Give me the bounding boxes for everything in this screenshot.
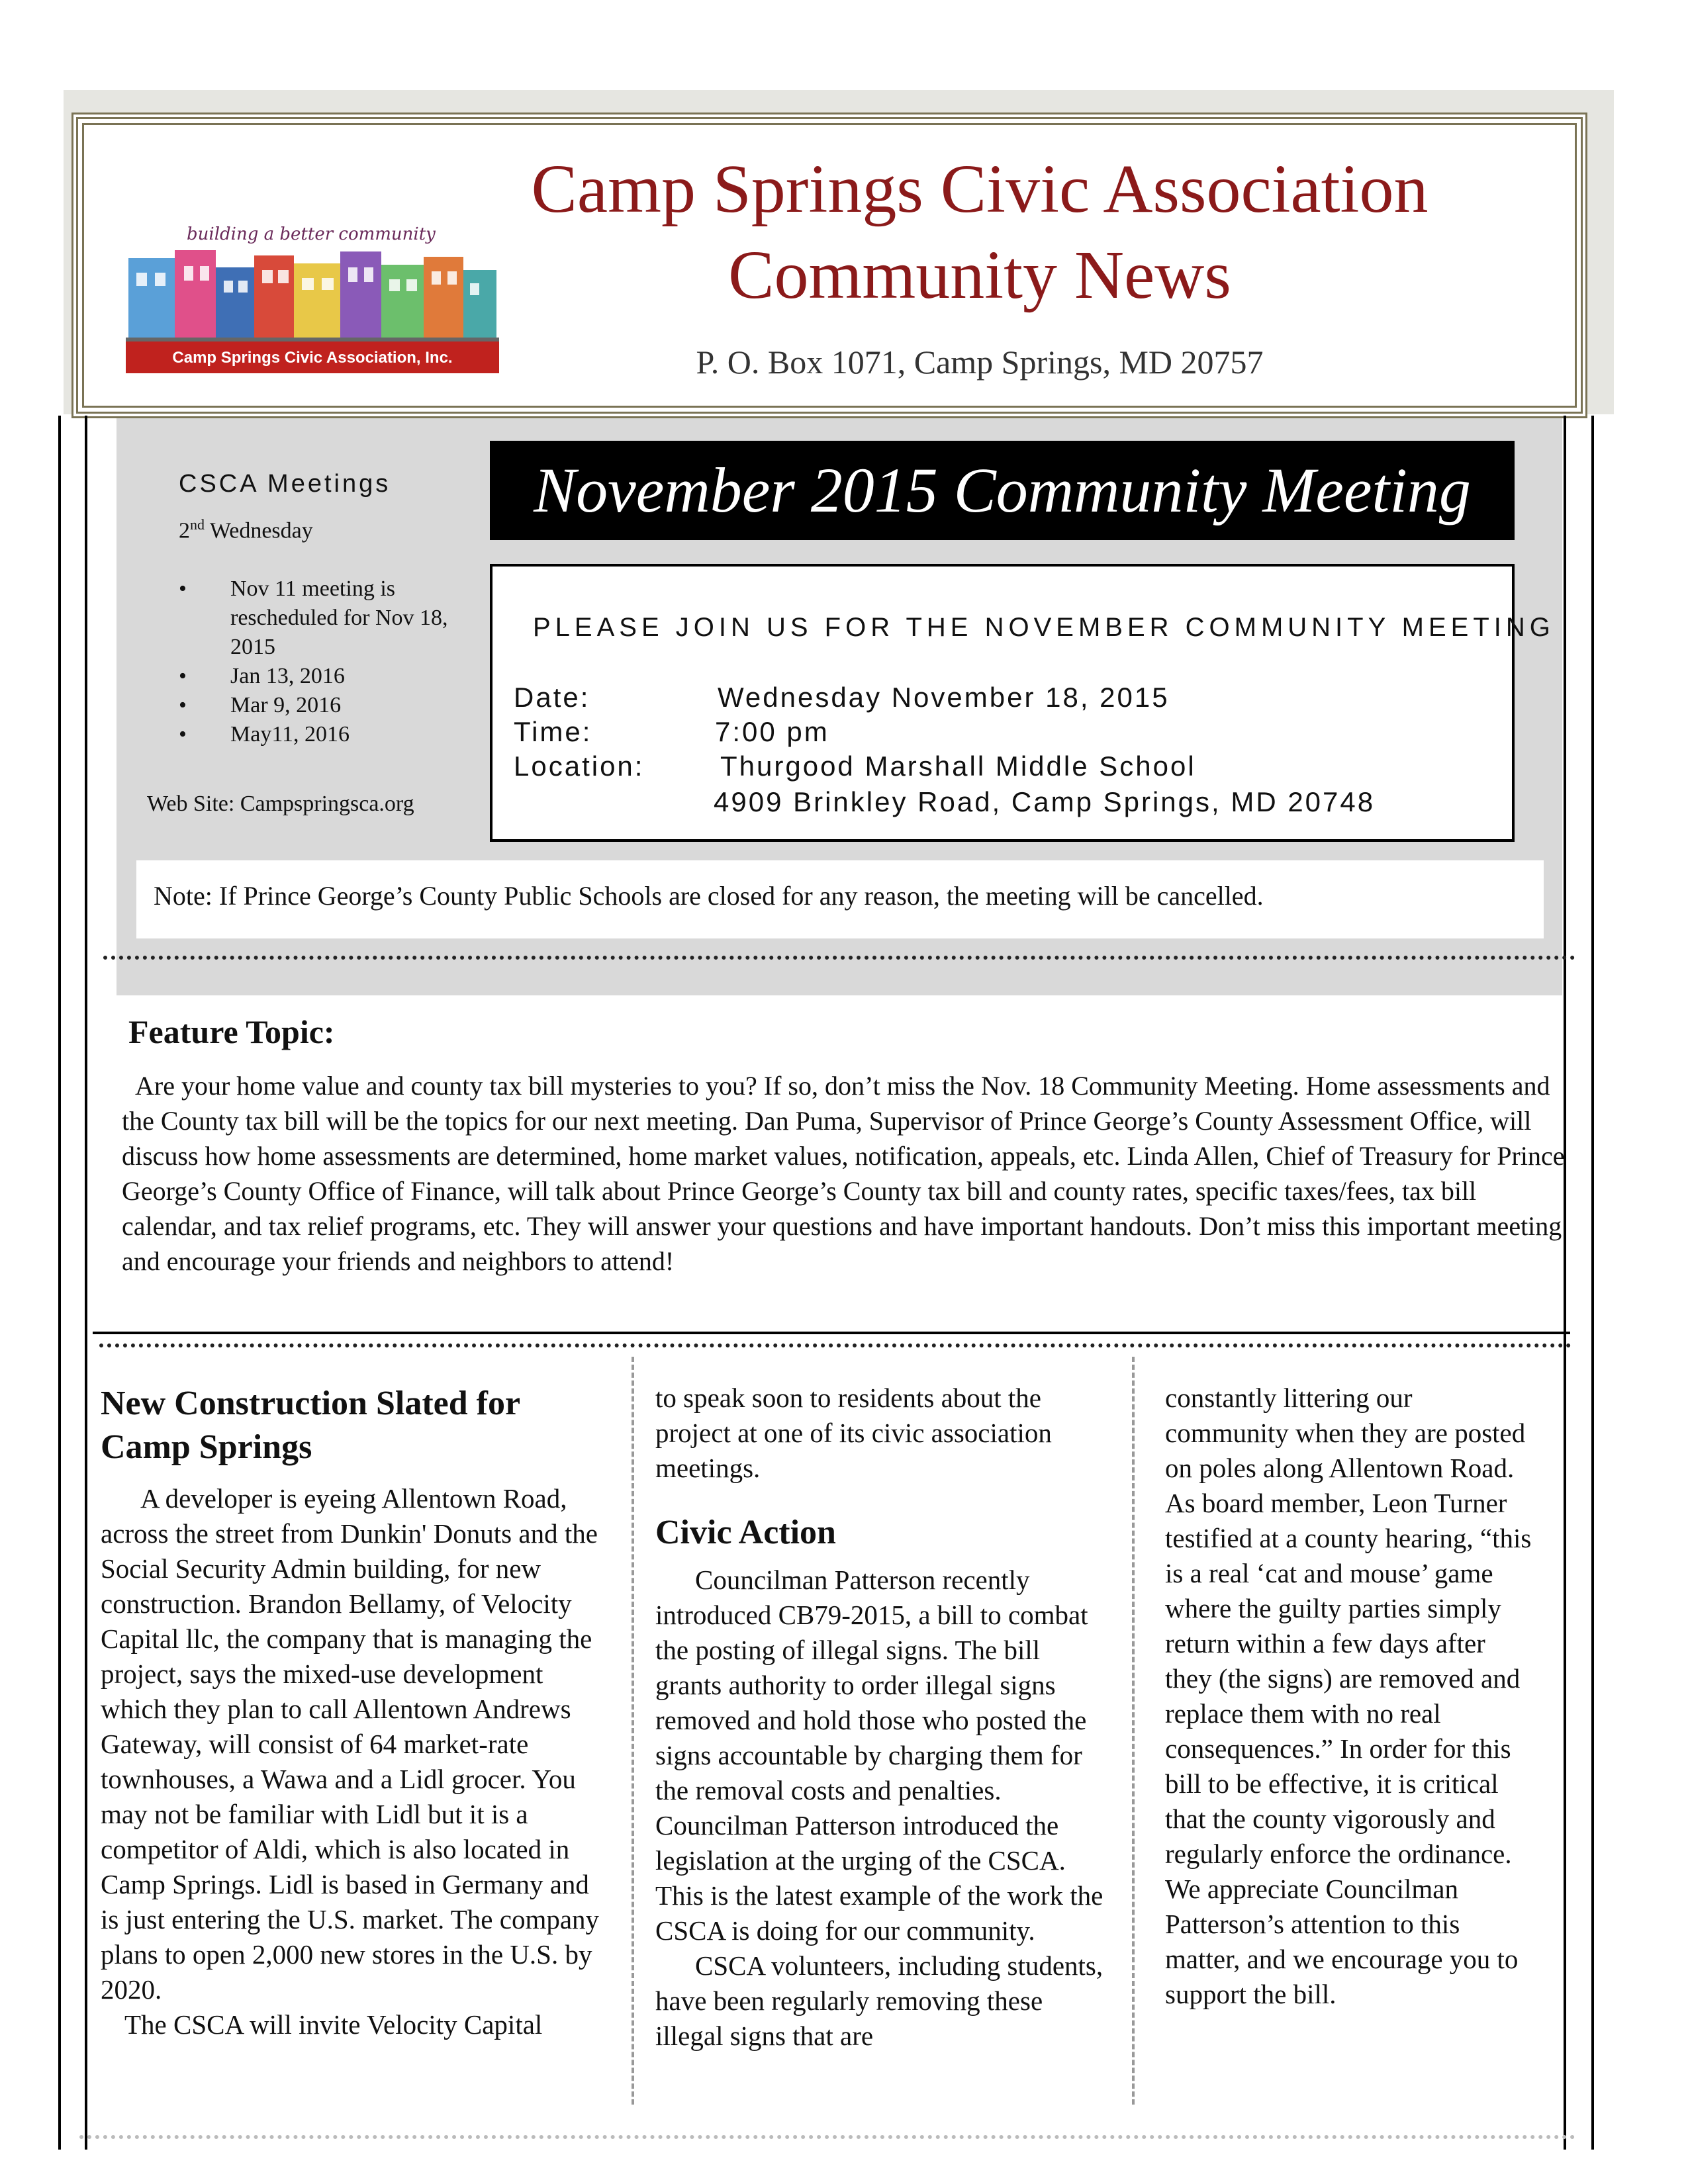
construction-continued: to speak soon to residents about the project at one of its civic association meetings.	[655, 1383, 1052, 1483]
left-border-rule	[58, 416, 61, 2150]
section-divider	[99, 1343, 1571, 1347]
meeting-invite: PLEASE JOIN US FOR THE NOVEMBER COMMUNITY MEETING	[533, 613, 1555, 642]
left-inner-rule	[85, 416, 87, 2150]
newsletter-title: Camp Springs Civic Association	[531, 151, 1429, 227]
feature-body: Are your home value and county tax bill mysteries to you? If so, don’t miss the Nov. 18 Community Meeting. Home assessments and the County tax bill will be the topics for our next meeting. Dan Puma, Supervisor of Prince George’s County Assessment Office, will discuss how home assessments are determined, home market values, notification, appeals, etc. Linda Allen, Chief of Treasury for Prince George’s County Office of Finance, will talk about Prince George’s County tax bill and county rates, specific taxes/fees, tax bill calendar, and tax relief programs, etc. They will answer your questions and have important handouts. Don’t miss this important meeting and encourage your friends and neighbors to attend!	[122, 1071, 1565, 1276]
civic-action-paragraph-2: CSCA volunteers, including students, have been regularly removing these illegal signs that are	[655, 1950, 1103, 2051]
date-label: Date:	[514, 682, 590, 713]
meeting-banner: November 2015 Community Meeting	[490, 441, 1515, 540]
right-inner-rule	[1564, 416, 1566, 2150]
civic-action-heading: Civic Action	[655, 1514, 836, 1551]
article-column-1	[101, 1382, 610, 2042]
construction-paragraph: A developer is eyeing Allentown Road, across the street from Dunkin' Donuts and the Social Security Admin building, for new construction. Brandon Bellamy, of Velocity Capital llc, the company that is managing the project, says the mixed-use development which they plan to call Allentown Andrews Gateway, will consist of 64 market-rate townhouses, a Wawa and a Lidl grocer. You may not be familiar with Lidl but it is a competitor of Aldi, which is also located in Camp Springs. Lidl is based in Germany and is just entering the U.S. market. The company plans to open 2,000 new stores in the U.S. by 2020.	[101, 1483, 600, 2005]
civic-action-continued: constantly littering our community when they are posted on poles along Allentown Road. As board member, Leon Turner testified at a county hearing, “this is a real ‘cat and mouse’ game where the guilty parties simply return within a few days after they (the signs) are removed and replace them with no real consequences.” In order for this bill to be effective, it is critical that the county vigorously and regularly enforce the ordinance. We appreciate Councilman Patterson’s attention to this matter, and we encourage you to support the bill.	[1165, 1383, 1532, 2009]
civic-action-paragraph: Councilman Patterson recently introduced CB79-2015, a bill to combat the posting of illegal signs. The bill grants authority to order illegal signs removed and hold those who posted the signs accountable by charging them for the removal costs and penalties. Councilman Patterson introduced the legislation at the urging of the CSCA. This is the latest example of the work the CSCA is doing for our community.	[655, 1565, 1103, 1946]
article-column-2	[655, 1381, 1112, 2054]
list-item: • May11, 2016	[179, 720, 457, 749]
right-border-rule	[1591, 416, 1594, 2150]
location-address: 4909 Brinkley Road, Camp Springs, MD 20748	[714, 786, 1376, 817]
column-divider	[632, 1357, 634, 2105]
logo-caption: Camp Springs Civic Association, Inc.	[172, 349, 453, 367]
section-rule	[93, 1332, 1570, 1334]
article-column-3	[1165, 1381, 1536, 2012]
location-value: Thurgood Marshall Middle School	[720, 751, 1196, 782]
section-divider	[103, 956, 1575, 960]
time-value: 7:00 pm	[715, 716, 829, 747]
date-value: Wednesday November 18, 2015	[718, 682, 1170, 713]
construction-heading: New Construction Slated for Camp Springs	[101, 1385, 520, 1466]
construction-paragraph-2: The CSCA will invite Velocity Capital	[124, 2009, 543, 2040]
logo-tagline: building a better community	[187, 224, 436, 244]
website-link[interactable]: Web Site: Campspringsca.org	[147, 792, 414, 816]
column-divider	[1132, 1357, 1135, 2105]
sidebar-title: CSCA Meetings	[179, 470, 391, 498]
list-item: • Nov 11 meeting is rescheduled for Nov 18, 2015	[179, 574, 457, 662]
footer-divider	[79, 2135, 1575, 2139]
meeting-dates-list	[179, 574, 457, 749]
mailing-address: P. O. Box 1071, Camp Springs, MD 20757	[696, 343, 1264, 381]
list-item: • Mar 9, 2016	[179, 691, 457, 720]
list-item: • Jan 13, 2016	[179, 662, 457, 691]
feature-heading: Feature Topic:	[128, 1013, 335, 1050]
meeting-schedule: 2nd Wednesday	[179, 516, 313, 543]
location-label: Location:	[514, 751, 645, 782]
newsletter-subtitle: Community News	[728, 237, 1231, 313]
time-label: Time:	[514, 716, 592, 747]
cancellation-note: Note: If Prince George’s County Public Schools are closed for any reason, the meeting will be cancelled.	[154, 881, 1264, 911]
